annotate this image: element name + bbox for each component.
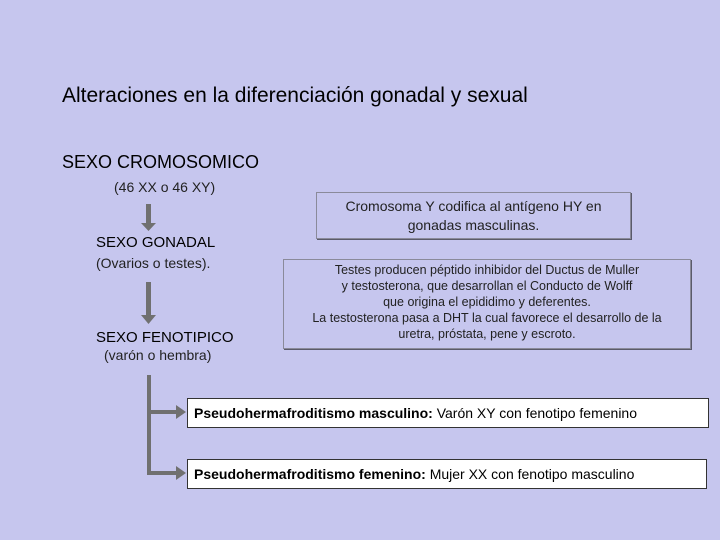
arrow-shaft-1 (146, 204, 151, 224)
testes-note-line-1: Testes producen péptido inhibidor del Ductus de Muller (334, 263, 640, 277)
arrow-shaft-2 (146, 282, 151, 316)
branch-vertical (147, 375, 151, 475)
page-title: Alteraciones en la diferenciación gonadal y sexual (62, 84, 528, 107)
male-pseudohermaphroditism-box (187, 398, 709, 428)
male-pseudohermaphroditism-description: Varón XY con fenotipo femenino (432, 405, 638, 421)
arrow-head-female (176, 466, 186, 480)
female-pseudohermaphroditism-term: Pseudohermafroditismo femenino: (194, 466, 426, 482)
phenotypic-sex-detail: (varón o hembra) (104, 347, 212, 363)
hy-note-line-2: gonadas masculinas. (407, 217, 540, 233)
arrow-head-male (176, 405, 186, 419)
branch-to-female (147, 471, 177, 475)
gonadal-sex-detail: (Ovarios o testes). (96, 255, 211, 271)
testes-note-line-2: y testosterona, que desarrollan el Conducto de Wolff (341, 279, 633, 293)
arrow-head-2 (141, 315, 156, 324)
testes-note-line-4: La testosterona pasa a DHT la cual favorece el desarrollo de la (312, 311, 662, 325)
hy-antigen-note-box (316, 192, 631, 239)
testes-note-box (283, 259, 691, 349)
branch-to-male (147, 410, 177, 414)
chromosomal-sex-label: SEXO CROMOSOMICO (62, 152, 260, 172)
testes-note-line-5: uretra, próstata, pene y escroto. (398, 327, 576, 341)
male-pseudohermaphroditism-term: Pseudohermafroditismo masculino: (194, 405, 433, 421)
arrow-head-1 (141, 223, 156, 231)
hy-note-line-1: Cromosoma Y codifica al antígeno HY en (345, 198, 602, 214)
female-pseudohermaphroditism-description: Mujer XX con fenotipo masculino (425, 466, 635, 482)
chromosomal-sex-detail: (46 XX o 46 XY) (114, 179, 216, 195)
gonadal-sex-label: SEXO GONADAL (96, 234, 216, 251)
female-pseudohermaphroditism-box (187, 459, 707, 489)
phenotypic-sex-label: SEXO FENOTIPICO (96, 329, 234, 346)
testes-note-line-3: que origina el epididimo y deferentes. (383, 295, 591, 309)
